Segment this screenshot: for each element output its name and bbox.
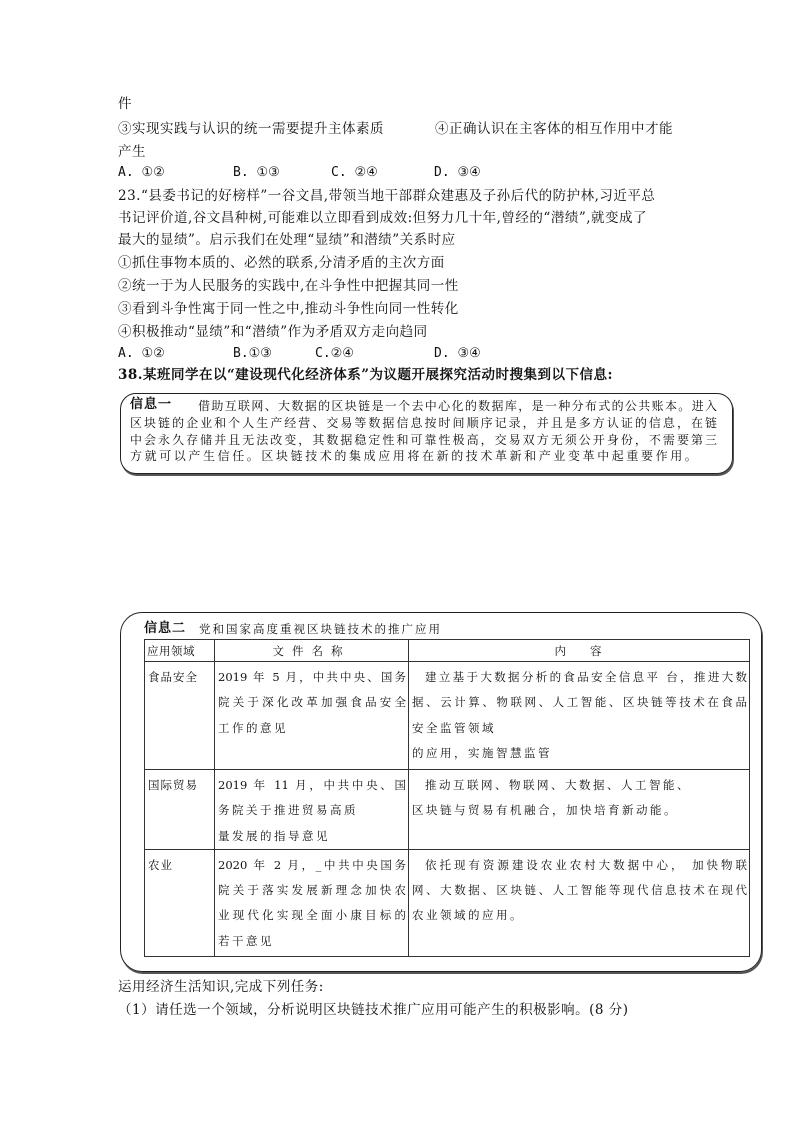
q22-option-4-continued: 产生: [118, 144, 146, 160]
row-field: 农业: [148, 857, 173, 872]
row-content-line: 建立基于大数据分析的食品安全信息平 台，推进大数: [425, 670, 747, 684]
row-content-line: 据、云计算、物联网、人工智能、区块链等技术在食品: [412, 695, 747, 710]
info-one-line-3: 中会永久存储并且无法改变，其数据稳定性和可靠性极高，交易双方无须公开身份，不需要第三: [130, 433, 717, 447]
info-one-line-4: 方就可以产生信任。区块链技术的集成应用将在新的技术革新和产业变革中起重要作用。: [130, 449, 700, 463]
q22-choice-d: D. ③④: [434, 165, 481, 180]
row-document-line: 院关于深化改革加强食品安全: [218, 695, 406, 710]
row-document-line: 院关于落实发展新理念加快农: [218, 883, 406, 898]
row-content-cell: [409, 662, 750, 770]
q22-choices: [118, 163, 538, 183]
info-two-label: 信息二: [144, 621, 187, 636]
row-content-cell: [409, 849, 750, 956]
row-document-line: 2020 年 2 月，_中共中央国务: [218, 857, 406, 872]
info-one-line-2: 区块链的企业和个人生产经营、交易等数据信息按时间顺序记录，并且是多方认证的信息，在链: [130, 416, 717, 430]
q23-statement-3: ③看到斗争性寓于同一性之中,推动斗争性向同一性转化: [118, 301, 459, 317]
row-document-line: 量发展的指导意见: [218, 828, 330, 843]
row-document-line: 2019 年 11 月，中共中央、国: [218, 778, 406, 792]
table-header-row: [145, 640, 750, 662]
info-one-line-1: 借助互联网、大数据的区块链是一个去中心化的数据库，是一种分布式的公共账本。进入: [198, 399, 717, 413]
row-content-cell: [409, 770, 750, 850]
row-field-cell: [145, 849, 215, 956]
info-two-title: 党和国家高度重视区块链技术的推广应用: [199, 622, 442, 636]
row-content-line: 区块链与贸易有机融合，加快培育新动能。: [412, 803, 678, 818]
row-document-line: 2019 年 5 月，中共中央、国务: [218, 670, 406, 684]
table-row: [145, 770, 750, 850]
q23-stem-line-3: 最大的显绩”。启示我们在处理“显绩”和潜绩”关系时应: [118, 232, 456, 248]
row-content-line: 依托现有资源建设农业农村大数据中心， 加快物联: [425, 857, 747, 872]
q23-stem-line-1: 23.“县委书记的好榜样”一谷文昌,带领当地干部群众建惠及子孙后代的防护林,习近平总: [118, 188, 656, 204]
info-one-box: [120, 393, 733, 474]
row-content-line: 安全监管领域: [412, 720, 496, 735]
q22-choice-a: A. ①②: [118, 165, 165, 180]
q38-instruction: 运用经济生活知识,完成下列任务:: [118, 979, 324, 995]
row-field-cell: [145, 662, 215, 770]
q38-heading: 38.某班同学在以“建设现代化经济体系”为议题开展探究活动时搜集到以下信息:: [118, 367, 613, 383]
q22-option-3: ③实现实践与认识的统一需要提升主体素质: [118, 121, 384, 137]
q23-statement-2: ②统一于为人民服务的实践中,在斗争性中把握其同一性: [118, 278, 459, 294]
row-field: 国际贸易: [148, 778, 198, 792]
q23-choice-d: D. ③④: [434, 346, 481, 361]
q22-tail: 件: [118, 96, 132, 112]
q22-choice-c: C. ②④: [331, 165, 378, 180]
row-content-line: 的应用，实施智慧监管: [412, 745, 552, 760]
row-document-cell: [215, 662, 409, 770]
row-document-cell: [215, 770, 409, 850]
q23-choices: [118, 344, 538, 364]
q38-task-1: （1）请任选一个领域，分析说明区块链技术推广应用可能产生的积极影响。(8 分): [118, 1002, 629, 1018]
info-two-box: [120, 612, 762, 972]
info-one-label: 信息一: [130, 397, 173, 412]
q23-choice-c: C.②④: [315, 346, 354, 361]
q23-choice-b: B.①③: [233, 346, 272, 361]
row-field-cell: [145, 770, 215, 850]
row-content-line: 推动互联网、物联网、大数据、人工智能、: [425, 778, 691, 792]
q23-statement-4: ④积极推动“显绩”和“潜绩”作为矛盾双方走向趋同: [118, 324, 428, 340]
row-document-line: 若干意见: [218, 933, 274, 948]
q23-choice-a: A. ①②: [118, 346, 165, 361]
q23-statement-1: ①抓住事物本质的、必然的联系,分清矛盾的主次方面: [118, 255, 445, 271]
row-content-line: 网、大数据、区块链、人工智能等现代信息技术在现代: [412, 883, 747, 898]
row-document-line: 工作的意见: [218, 720, 288, 735]
row-document-line: 务院关于推进贸易高质: [218, 803, 358, 818]
table-row: [145, 849, 750, 956]
q23-stem-line-2: 书记评价道,谷文昌种树,可能难以立即看到成效:但努力几十年,曾经的“潜绩”,就变成了: [118, 210, 648, 226]
row-document-cell: [215, 849, 409, 956]
policy-table: [144, 639, 750, 957]
row-document-line: 业现代化实现全面小康目标的: [218, 908, 406, 923]
column-header-field: 应用领域: [145, 640, 215, 662]
row-field: 食品安全: [148, 670, 198, 684]
table-row: [145, 662, 750, 770]
q22-option-4: ④正确认识在主客体的相互作用中才能: [435, 121, 673, 137]
row-content-line: 农业领域的应用。: [412, 908, 524, 923]
q22-choice-b: B. ①③: [233, 165, 280, 180]
column-header-document: 文件名称: [215, 640, 409, 662]
column-header-content: 内容: [409, 640, 750, 662]
